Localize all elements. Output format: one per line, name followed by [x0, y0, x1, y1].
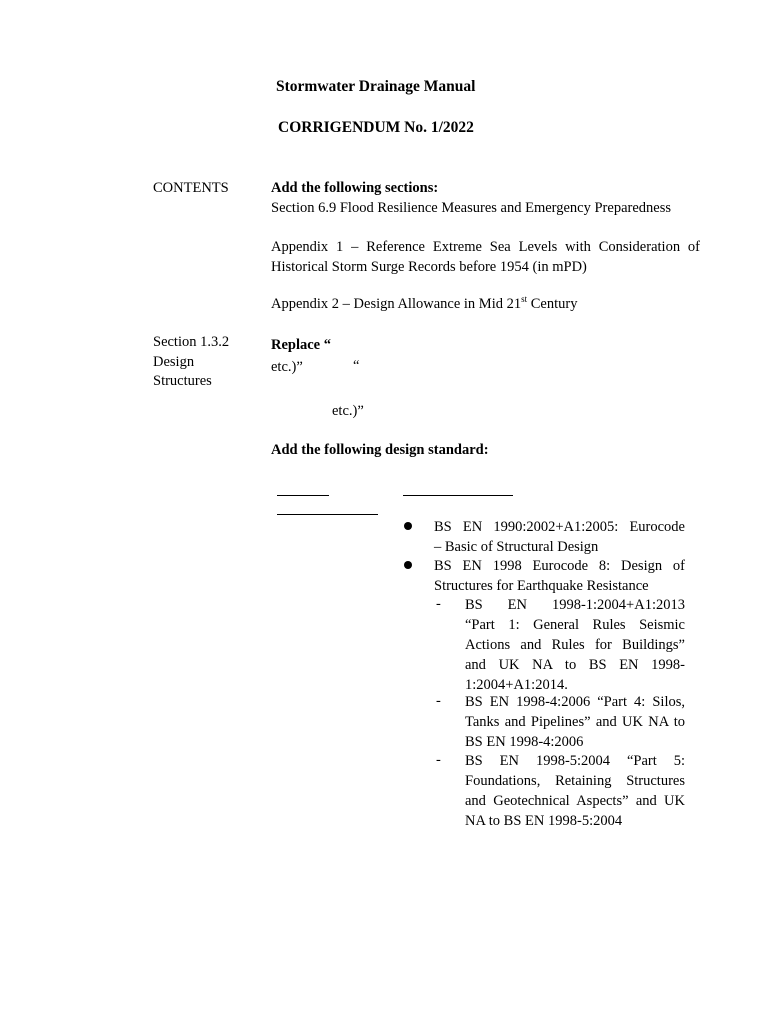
sub-1-line-5: 1:2004+A1:2014.: [465, 677, 568, 693]
section-1-3-2-label: Section 1.3.2: [153, 334, 230, 350]
add-design-standard-heading: Add the following design standard:: [271, 442, 489, 458]
sub-item-2: [465, 692, 685, 752]
section-1-3-2-structures: Structures: [153, 373, 212, 389]
section-1-3-2-design: Design: [153, 354, 195, 370]
sub-3-line-4: NA to BS EN 1998-5:2004: [465, 813, 623, 829]
replace-open-quote: “: [353, 358, 360, 374]
bullet-icon: [404, 561, 412, 569]
sub-2-line-2: Tanks and Pipelines” and UK NA to: [465, 714, 685, 730]
bullet-1-line-2: – Basic of Structural Design: [434, 539, 599, 555]
appendix-2-superscript: st: [521, 294, 528, 305]
appendix-1-line-1: Appendix 1 – Reference Extreme Sea Levels with Consideration of: [271, 239, 700, 255]
appendix-1-entry: [271, 237, 700, 277]
replace-etc-2: etc.)”: [332, 403, 364, 419]
underline-rule-2: [403, 495, 513, 496]
document-title: Stormwater Drainage Manual: [276, 78, 476, 95]
bullet-2-line-2: Structures for Earthquake Resistance: [434, 578, 649, 594]
contents-heading: Add the following sections:: [271, 180, 439, 196]
sub-1-line-2: “Part 1: General Rules Seismic: [465, 617, 685, 633]
replace-instruction: Replace “: [271, 337, 331, 353]
appendix-1-line-2: Historical Storm Surge Records before 1954 (in mPD): [271, 259, 587, 275]
underline-rule-1: [277, 495, 329, 496]
bullet-1-line-1: BS EN 1990:2002+A1:2005: Eurocode: [434, 519, 685, 535]
sub-item-3: [465, 751, 685, 831]
bullet-item-2: [434, 556, 685, 596]
bullet-icon: [404, 522, 412, 530]
sub-3-line-2: Foundations, Retaining Structures: [465, 773, 685, 789]
replace-etc-1: etc.)”: [271, 359, 303, 375]
section-6-9-entry: Section 6.9 Flood Resilience Measures and Emergency Preparedness: [271, 200, 671, 216]
sub-1-line-4: and UK NA to BS EN 1998-: [465, 657, 685, 673]
dash-marker: -: [436, 752, 441, 768]
appendix-2-entry: [271, 296, 577, 313]
contents-label: CONTENTS: [153, 180, 229, 196]
underline-rule-3: [277, 514, 378, 515]
sub-item-1: [465, 595, 685, 695]
dash-marker: -: [436, 596, 441, 612]
bullet-item-1: [434, 517, 685, 557]
sub-1-line-3: Actions and Rules for Buildings”: [465, 637, 685, 653]
dash-marker: -: [436, 693, 441, 709]
sub-3-line-3: and Geotechnical Aspects” and UK: [465, 793, 685, 809]
appendix-2-tail: Century: [527, 296, 578, 312]
sub-1-line-1: BS EN 1998-1:2004+A1:2013: [465, 597, 685, 613]
bullet-2-line-1: BS EN 1998 Eurocode 8: Design of: [434, 558, 685, 574]
sub-2-line-1: BS EN 1998-4:2006 “Part 4: Silos,: [465, 694, 685, 710]
sub-3-line-1: BS EN 1998-5:2004 “Part 5:: [465, 753, 685, 769]
appendix-2-text: Appendix 2 – Design Allowance in Mid 21: [271, 296, 522, 312]
sub-2-line-3: BS EN 1998-4:2006: [465, 734, 584, 750]
corrigendum-number: CORRIGENDUM No. 1/2022: [278, 119, 474, 136]
